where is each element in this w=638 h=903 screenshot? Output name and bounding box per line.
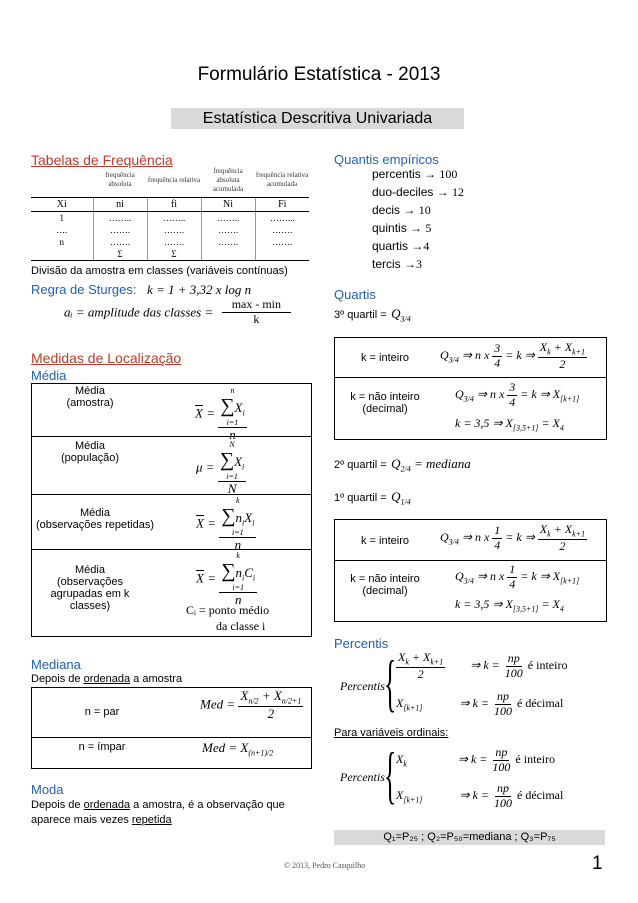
col-ni: ni xyxy=(93,198,147,212)
cell: ……. xyxy=(201,224,255,236)
q1-k-nao-inteiro: k = não inteiro (decimal) xyxy=(350,573,420,597)
frequency-table xyxy=(31,163,309,261)
media-repetidas-formula: $\overline{X}$ = k $\sum n_iX_i$ i=1 n xyxy=(196,496,255,553)
mediana-par-formula: Med = $\frac{X_{n/2} + X_{n/2+1}}{2}$ xyxy=(200,688,302,721)
text: é décimal xyxy=(517,696,564,711)
q2-label: 2º quartil = xyxy=(334,459,387,471)
ci-text: Cᵢ = ponto médio xyxy=(186,603,270,617)
media-amostra-formula: $\overline{X}$ = n $\sum X_i$ i=1 n xyxy=(195,386,245,443)
cell: …. xyxy=(56,225,68,235)
text: é inteiro xyxy=(515,752,556,767)
percentis-row1: $\frac{X_k + X_{k+1}}{2}$ ⇒ k = $\frac{np}{100}$ é inteiro xyxy=(398,650,568,681)
percentis-row2: $X_{[k+1]}$ ⇒ k = $\frac{np}{100}$ é décimal xyxy=(396,689,564,718)
cell: 1 xyxy=(59,213,64,223)
q3-example: k = 3,5 ⇒ $X_{[3,5+1]} = X_4$ xyxy=(455,416,564,433)
divider xyxy=(334,560,607,561)
text: decis xyxy=(372,203,401,217)
text: a amostra xyxy=(130,673,183,685)
media-amostra-label: Média (amostra) xyxy=(66,385,114,409)
cell: n xyxy=(59,237,64,247)
list-item: decis → 10 xyxy=(372,203,431,217)
divider xyxy=(31,737,312,738)
hdr-rel: frequência relativa xyxy=(147,175,201,184)
divider xyxy=(31,494,312,495)
cell: …….. xyxy=(201,212,255,225)
q1-label: 1º quartil = xyxy=(334,492,387,504)
q3-decimal-formula: $Q_{3/4}$ ⇒ n x $\frac{3}{4}$ = k ⇒ $X_{[k+1]}$ xyxy=(455,380,580,409)
sum-ni: Σ xyxy=(93,248,147,261)
text: Depois de xyxy=(31,799,84,811)
ordinais-row2: $X_{[k+1]}$ ⇒ k = $\frac{np}{100}$ é décimal xyxy=(396,781,564,810)
divisao-text: Divisão da amostra em classes (variáveis contínuas) xyxy=(31,265,288,277)
table-row xyxy=(31,224,309,236)
tabelas-heading: Tabelas de Frequência xyxy=(31,152,173,168)
cell: ……. xyxy=(93,236,147,248)
text: é décimal xyxy=(517,788,564,803)
text: quartis xyxy=(372,239,409,253)
moda-text xyxy=(31,798,313,828)
quantis-heading: Quantis empíricos xyxy=(334,152,439,167)
media-populacao-formula: μ = N $\sum X_i$ i=1 N xyxy=(196,440,245,497)
text: 3 xyxy=(416,257,423,271)
cell xyxy=(201,248,255,261)
mediana-par: n = par xyxy=(84,706,120,718)
text: percentis xyxy=(372,167,421,181)
col-Fi: Fi xyxy=(255,198,309,212)
hdr-rel-acum: frequência relativa acumulada xyxy=(255,171,309,188)
col-xi: Xi xyxy=(31,198,93,212)
list-item: tercis →3 xyxy=(372,257,423,271)
text: 12 xyxy=(452,185,465,199)
text: 100 xyxy=(439,167,458,181)
text: 10 xyxy=(418,203,431,217)
ordinais-row1: $X_k$ ⇒ k = $\frac{np}{100}$ é inteiro xyxy=(396,745,556,774)
text: 5 xyxy=(425,221,432,235)
cell: …….. xyxy=(147,212,201,225)
text: Depois de xyxy=(31,673,84,685)
media-populacao-label: Média (população) xyxy=(60,440,120,464)
hdr-abs-acum: frequência absoluta acumulada xyxy=(212,166,244,193)
localizacao-heading: Medidas de Localização xyxy=(31,350,182,366)
cell: ……. xyxy=(93,224,147,236)
amplitude-num: max - min xyxy=(222,298,291,313)
mediana-intro xyxy=(31,673,182,685)
hdr-abs: frequência absoluta xyxy=(105,171,135,188)
text: mediana xyxy=(426,456,471,471)
q1-line: 1º quartil = $Q_{1/4}$ xyxy=(334,489,411,507)
media-classes-label: Média (observações agrupadas em k classes) xyxy=(50,564,130,612)
list-item: quartis →4 xyxy=(372,239,430,253)
text: ordenada xyxy=(83,799,131,811)
cell: ……. xyxy=(147,236,201,248)
sturges-formula: k = 1 + 3,32 x log n xyxy=(146,282,252,297)
ordinais-label: Para variáveis ordinais: xyxy=(334,727,449,739)
text: a amostra, é a observação que aparece mais vezes xyxy=(31,799,285,826)
text: 4 xyxy=(423,239,430,253)
cell: ……. xyxy=(255,224,309,236)
q3-k-inteiro: k = inteiro xyxy=(361,352,409,364)
q1-example: k = 3,5 ⇒ $X_{[3,5+1]} = X_4$ xyxy=(455,597,564,614)
list-item: percentis → 100 xyxy=(372,167,458,181)
percentis-heading: Percentis xyxy=(334,636,389,651)
amplitude-lhs: aᵢ = amplitude das classes = xyxy=(64,304,214,320)
text: quintis xyxy=(372,221,407,235)
brace-icon: { xyxy=(384,739,397,810)
cell: ……. xyxy=(201,236,255,248)
q1-inteiro-formula: $Q_{3/4}$ ⇒ n x $\frac{1}{4}$ = k ⇒ $\frac{X_k + X_{k+1}}{2}$ xyxy=(440,522,586,553)
list-item: quintis → 5 xyxy=(372,221,432,235)
col-Ni: Ni xyxy=(201,198,255,212)
text: ordenada xyxy=(83,673,131,685)
sturges-line xyxy=(31,281,251,299)
page-number: 1 xyxy=(592,853,603,874)
cell: ……... xyxy=(255,212,309,225)
quartis-heading: Quartis xyxy=(334,287,376,302)
copyright: © 2013, Pedro Casquilho xyxy=(284,861,366,870)
text: k = 3,5 xyxy=(455,597,490,611)
q3-line: 3º quartil = $Q_{3/4}$ xyxy=(334,306,411,324)
text: é inteiro xyxy=(527,657,568,672)
q3-inteiro-formula: $Q_{3/4}$ ⇒ n x $\frac{3}{4}$ = k ⇒ $\frac{X_k + X_{k+1}}{2}$ xyxy=(440,340,586,371)
cell: …….. xyxy=(93,212,147,225)
sturges-label: Regra de Sturges: xyxy=(31,282,137,297)
q1-decimal-formula: $Q_{3/4}$ ⇒ n x $\frac{1}{4}$ = k ⇒ $X_{[k+1]}$ xyxy=(455,562,580,591)
divider xyxy=(31,549,312,550)
cell xyxy=(255,248,309,261)
list-item: duo-deciles → 12 xyxy=(372,185,465,199)
table-row xyxy=(31,236,309,248)
amplitude-formula xyxy=(64,298,291,327)
col-fi: fi xyxy=(147,198,201,212)
media-classes-formula: $\overline{X}$ = k $\sum n_iC_i$ i=1 n xyxy=(196,551,256,608)
text: tercis xyxy=(372,257,401,271)
moda-heading: Moda xyxy=(31,782,64,797)
mediana-impar-formula: Med = $X_{(n+1)/2}$ xyxy=(202,740,274,758)
mediana-heading: Mediana xyxy=(31,657,81,672)
sum-row xyxy=(31,248,309,261)
q2-line: 2º quartil = $Q_{2/4}$ = mediana xyxy=(334,456,471,474)
sum-fi: Σ xyxy=(147,248,201,261)
quantis-list xyxy=(372,167,572,275)
ci-text-2: da classe i xyxy=(216,619,266,633)
text: repetida xyxy=(131,814,172,826)
brace-icon: { xyxy=(384,647,397,718)
q1-k-inteiro: k = inteiro xyxy=(361,535,409,547)
amplitude-den: k xyxy=(253,311,260,326)
percentis-summary: Q₁=P₂₅ ; Q₂=P₅₀=mediana ; Q₃=P₇₅ xyxy=(334,830,605,845)
q3-label: 3º quartil = xyxy=(334,309,387,321)
divider xyxy=(31,436,312,437)
divider xyxy=(334,377,607,378)
table-row xyxy=(31,212,309,225)
cell xyxy=(31,248,93,261)
text: k = 3,5 xyxy=(455,416,490,430)
media-heading: Média xyxy=(31,368,67,383)
percentis-word: Percentis xyxy=(340,679,385,693)
media-repetidas-label: Média (observações repetidas) xyxy=(35,507,154,531)
mediana-impar: n = ímpar xyxy=(78,741,126,753)
cell: ……. xyxy=(147,224,201,236)
page-title: Formulário Estatística - 2013 xyxy=(197,64,441,85)
percentis-word-2: Percentis xyxy=(340,770,385,784)
text: duo-deciles xyxy=(372,185,434,199)
section-banner: Estatística Descritiva Univariada xyxy=(171,108,464,129)
cell: ……. xyxy=(255,236,309,248)
q3-k-nao-inteiro: k = não inteiro (decimal) xyxy=(350,391,420,415)
